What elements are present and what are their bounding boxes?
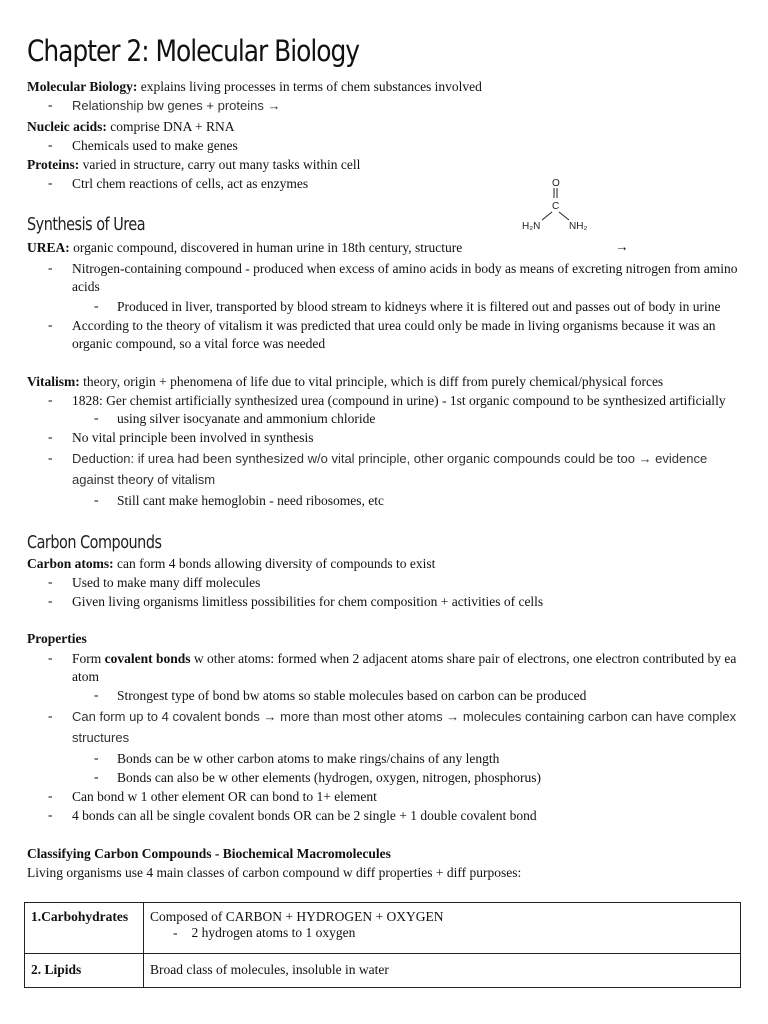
table-cell-key: 1.Carbohydrates (25, 903, 144, 954)
p1-pre: Form (72, 651, 105, 666)
vitalism-bullet-3a: Still cant make hemoglobin - need ribosomes, etc (117, 493, 384, 508)
carbon-line (27, 555, 435, 573)
dash-marker: - (48, 137, 53, 152)
table-cell-key: 2. Lipids (25, 954, 144, 988)
carbon-term: Carbon atoms: (27, 556, 114, 571)
urea-carbon-label: C (552, 201, 560, 212)
molbio-line (27, 78, 482, 96)
carbohydrate-sub (150, 925, 734, 941)
urea-amine-right: NH₂ (569, 221, 588, 232)
vitalism-def: theory, origin + phenomena of life due to vital principle, which is diff from purely chemical/physical forces (79, 374, 664, 389)
molbio-def: explains living processes in terms of chem substances involved (137, 79, 482, 94)
property-bullet-4: 4 bonds can all be single covalent bonds OR can be 2 single + 1 double covalent bond (72, 808, 537, 823)
vitalism-bullet-1a: using silver isocyanate and ammonium chloride (117, 411, 376, 426)
dash-marker: - (94, 769, 99, 784)
urea-bullet-2: According to the theory of vitalism it was predicted that urea could only be made in living organisms because it was an organic compound, so a vital force was needed (72, 318, 716, 351)
vitalism-term: Vitalism: (27, 374, 80, 389)
classify-text: Living organisms use 4 main classes of carbon compound w diff properties + diff purposes: (27, 865, 522, 880)
carbohydrate-ratio: 2 hydrogen atoms to 1 oxygen (191, 925, 356, 940)
nucleic-def: comprise DNA + RNA (106, 119, 235, 134)
dash-marker: - (48, 650, 53, 665)
dash-marker: - (48, 97, 53, 112)
property-bullet-2b: Bonds can also be w other elements (hydrogen, oxygen, nitrogen, phosphorus) (117, 770, 542, 785)
dash-marker: - (94, 750, 99, 765)
urea-bullet-1: Nitrogen-containing compound - produced when excess of amino acids in body as means of excreting nitrogen from amino acids (72, 261, 738, 294)
carbon-def: can form 4 bonds allowing diversity of compounds to exist (113, 556, 436, 571)
covalent-bonds-term: covalent bonds (104, 651, 191, 666)
dash-marker: - (94, 492, 99, 507)
property-bullet-1 (72, 650, 748, 686)
proteins-sub: Ctrl chem reactions of cells, act as enzymes (72, 176, 309, 191)
page-title: Chapter 2: Molecular Biology (27, 34, 359, 68)
molbio-sub: Relationship bw genes + proteins → (72, 98, 281, 113)
dash-marker: - (48, 450, 53, 465)
dash-marker: - (173, 925, 178, 940)
properties-heading: Properties (27, 631, 87, 646)
urea-bullet-1a: Produced in liver, transported by blood stream to kidneys where it is filtered out and passes out of body in urine (117, 299, 721, 314)
dash-marker: - (48, 807, 53, 822)
table-cell-value: Broad class of molecules, insoluble in water (144, 954, 741, 988)
vitalism-bullet-2: No vital principle been involved in synthesis (72, 430, 314, 445)
dash-marker: - (94, 687, 99, 702)
dash-marker: - (48, 392, 53, 407)
dash-marker: - (48, 574, 53, 589)
urea-amine-left: H₂N (522, 221, 541, 232)
vitalism-line (27, 373, 663, 391)
vitalism-bullet-3: Deduction: if urea had been synthesized w/o vital principle, other organic compounds could be too → evidence against theory of vitalism (72, 451, 708, 487)
dash-marker: - (94, 298, 99, 313)
carbon-bullet-1: Used to make many diff molecules (72, 575, 261, 590)
urea-structure-diagram (516, 176, 596, 234)
nucleic-sub: Chemicals used to make genes (72, 138, 238, 153)
molbio-term: Molecular Biology: (27, 79, 138, 94)
dash-marker: - (48, 175, 53, 190)
dash-marker: - (48, 260, 53, 275)
property-bullet-2: Can form up to 4 covalent bonds → more than most other atoms → molecules containing carbon can have complex structures (72, 709, 737, 745)
dash-marker: - (48, 788, 53, 803)
urea-heading: Synthesis of Urea (27, 214, 146, 235)
carbon-heading: Carbon Compounds (27, 532, 162, 553)
urea-term: UREA: (27, 240, 70, 255)
property-bullet-2a: Bonds can be w other carbon atoms to make rings/chains of any length (117, 751, 500, 766)
urea-line (27, 239, 462, 257)
table-row (25, 903, 741, 954)
macromolecule-table (24, 902, 741, 988)
urea-oxygen-label: O (552, 178, 560, 189)
vitalism-bullet-1: 1828: Ger chemist artificially synthesized urea (compound in urine) - 1st organic compound to be synthesized artificially (72, 393, 726, 408)
proteins-line (27, 156, 360, 174)
table-cell-value (144, 903, 741, 954)
dash-marker: - (94, 410, 99, 425)
dash-marker: - (48, 708, 53, 723)
proteins-def: varied in structure, carry out many tasks within cell (79, 157, 361, 172)
urea-arrow: → (615, 239, 629, 254)
proteins-term: Proteins: (27, 157, 80, 172)
urea-def: organic compound, discovered in human urine in 18th century, structure (69, 240, 463, 255)
p1-post: w other atoms: formed when 2 adjacent atoms share pair of electrons, one electron contributed by ea atom (72, 651, 737, 684)
nucleic-term: Nucleic acids: (27, 119, 107, 134)
dash-marker: - (48, 593, 53, 608)
dash-marker: - (48, 317, 53, 332)
classify-heading: Classifying Carbon Compounds - Biochemical Macromolecules (27, 846, 391, 861)
carbohydrate-composition: Composed of CARBON + HYDROGEN + OXYGEN (150, 909, 444, 924)
dash-marker: - (48, 429, 53, 444)
nucleic-line (27, 118, 234, 136)
property-bullet-1a: Strongest type of bond bw atoms so stable molecules based on carbon can be produced (117, 688, 587, 703)
property-bullet-3: Can bond w 1 other element OR can bond to 1+ element (72, 789, 377, 804)
table-row (25, 954, 741, 988)
carbon-bullet-2: Given living organisms limitless possibilities for chem composition + activities of cells (72, 594, 544, 609)
